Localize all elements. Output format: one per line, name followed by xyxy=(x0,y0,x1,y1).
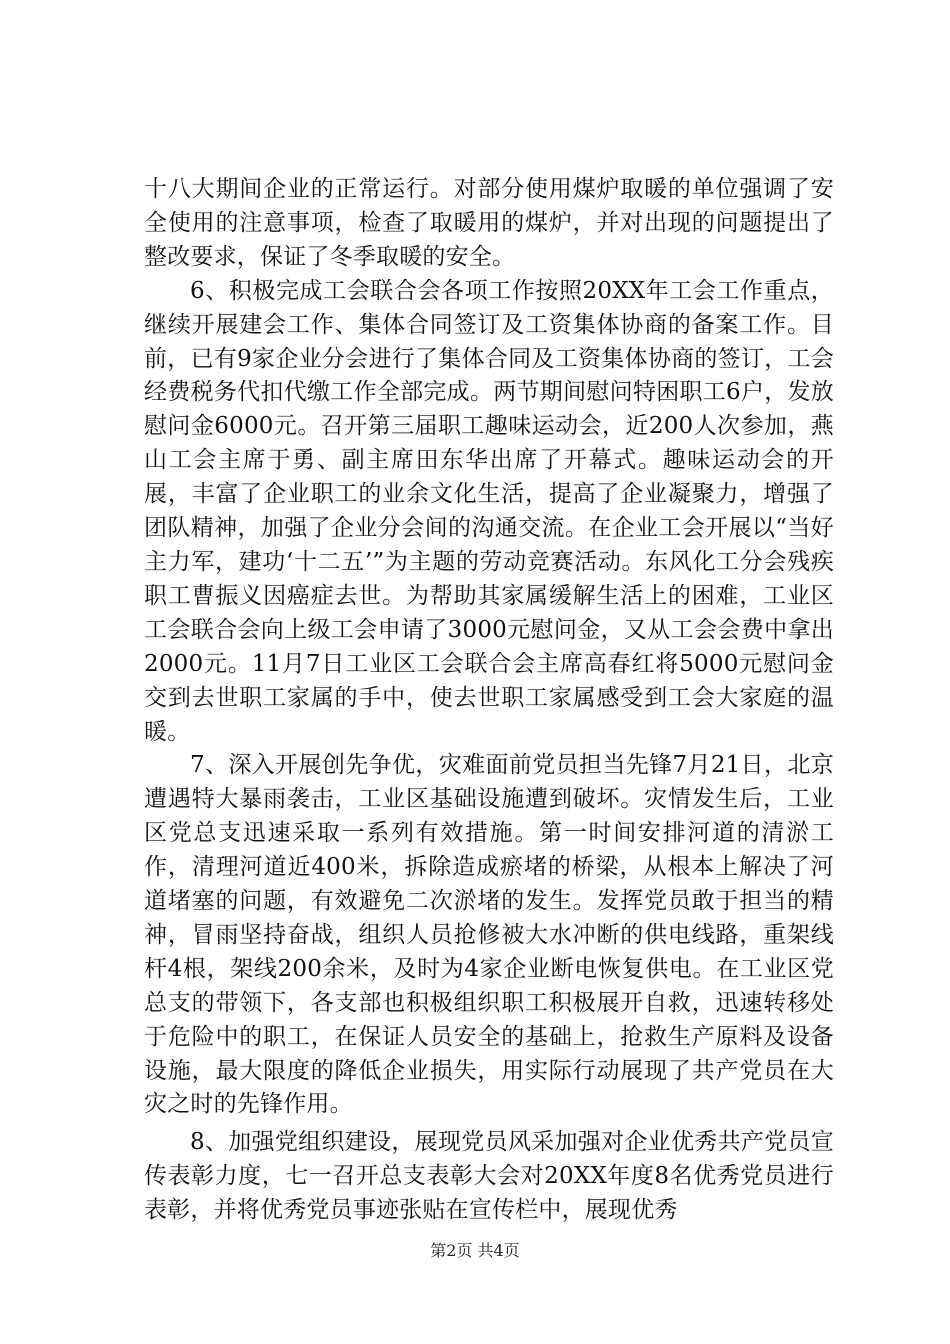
paragraph-1: 十八大期间企业的正常运行。对部分使用煤炉取暖的单位强调了安全使用的注意事项，检查了取暖用的煤炉，并对出现的问题提出了整改要求，保证了冬季取暖的安全。 xyxy=(144,176,834,270)
paragraph-3: 7、深入开展创先争优，灾难面前党员担当先锋7月21日，北京遭遇特大暴雨袭击，工业区基础设施遭到破坏。灾情发生后，工业区党总支迅速采取一系列有效措施。第一时间安排河道的清淤工作，清理河道近400米，拆除造成瘀堵的桥梁，从根本上解决了河道堵塞的问题，有效避免二次淤堵的发生。发挥党员敢于担当的精神，冒雨坚持奋战，组织人员抢修被大水冲断的供电线路，重架线杆4根，架线200余米，及时为4家企业断电恢复供电。在工业区党总支的带领下，各支部也积极组织职工积极展开自救，迅速转移处于危险中的职工，在保证人员安全的基础上，抢救生产原料及设备设施，最大限度的降低企业损失，用实际行动展现了共产党员在大灾之时的先锋作用。 xyxy=(144,752,834,1118)
page-number-footer: 第2页 共4页 xyxy=(430,1241,520,1260)
document-body xyxy=(144,173,834,1228)
paragraph-4: 8、加强党组织建设，展现党员风采加强对企业优秀共产党员宣传表彰力度，七一召开总支表彰大会对20XX年度8名优秀党员进行表彰，并将优秀党员事迹张贴在宣传栏中，展现优秀 xyxy=(144,1129,834,1224)
paragraph-2: 6、积极完成工会联合会各项工作按照20XX年工会工作重点，继续开展建会工作、集体合同签订及工资集体协商的备案工作。目前，已有9家企业分会进行了集体合同及工资集体协商的签订，工会经费税务代扣代缴工作全部完成。两节期间慰问特困职工6户，发放慰问金6000元。召开第三届职工趣味运动会，近200人次参加，燕山工会主席于勇、副主席田东华出席了开幕式。趣味运动会的开展，丰富了企业职工的业余文化生活，提高了企业凝聚力，增强了团队精神，加强了企业分会间的沟通交流。在企业工会开展以“当好主力军，建功‘十二五’”为主题的劳动竞赛活动。东风化工分会残疾职工曹振义因癌症去世。为帮助其家属缓解生活上的困难，工业区工会联合会向上级工会申请了3000元慰问金，又从工会会费中拿出2000元。11月7日工业区工会联合会主席高春红将5000元慰问金交到去世职工家属的手中，使去世职工家属感受到工会大家庭的温暖。 xyxy=(144,277,834,745)
